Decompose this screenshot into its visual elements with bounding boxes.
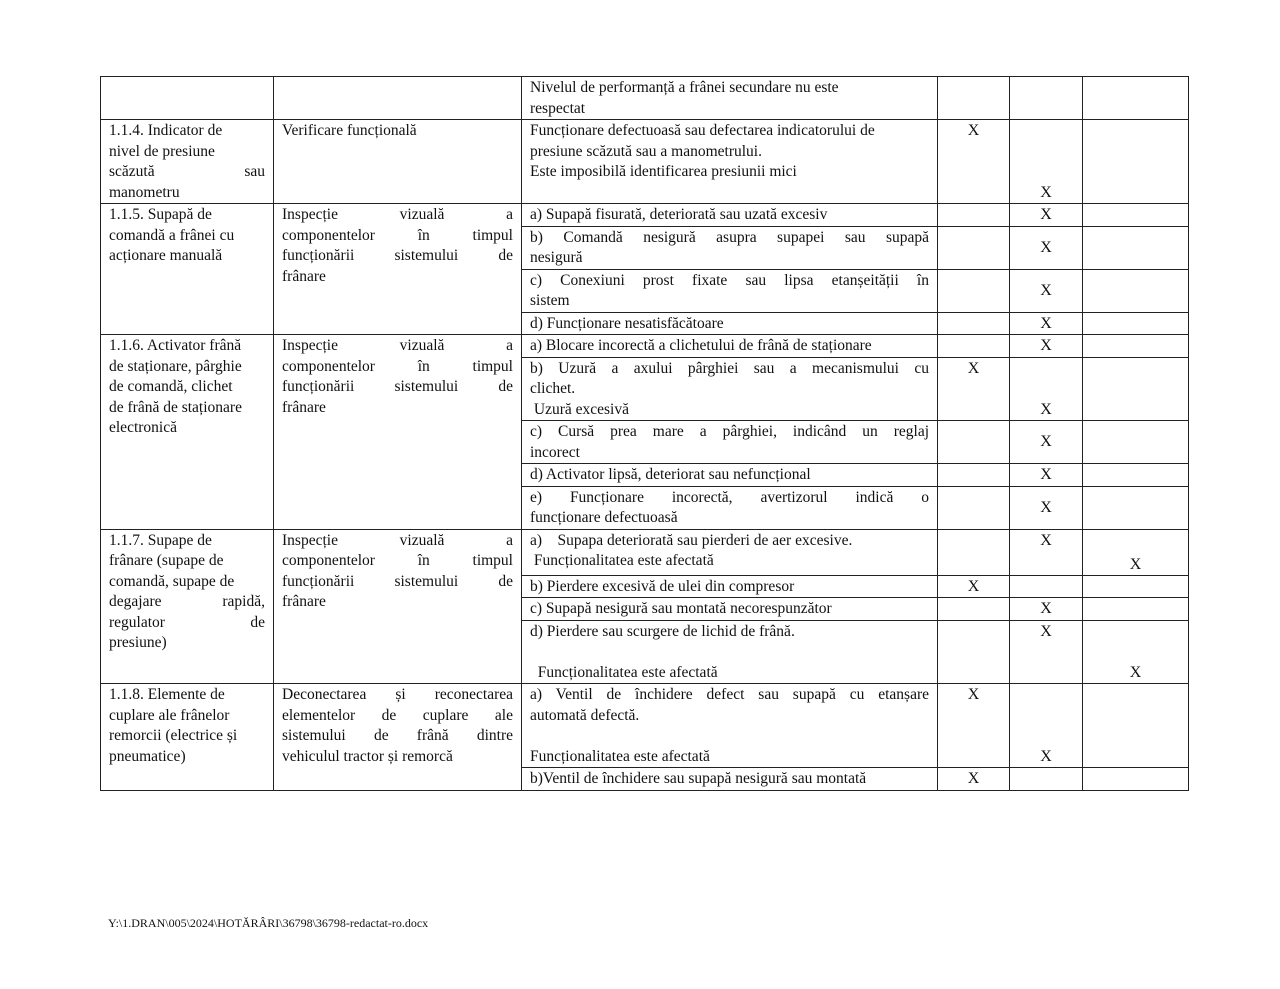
x-mark: X xyxy=(1040,531,1052,549)
x-mark: X xyxy=(1040,622,1052,640)
major-cell xyxy=(1010,575,1083,598)
minor-cell xyxy=(938,312,1010,335)
item-cell: 1.1.6. Activator frână de staționare, pârghie de comandă, clichet de frână de staționare electronică xyxy=(101,335,274,530)
defect-cell: d) Funcționare nesatisfăcătoare xyxy=(522,312,938,335)
dangerous-cell xyxy=(1083,768,1189,791)
x-mark: X xyxy=(1040,401,1052,418)
method-cell: Inspecție vizuală a componentelor în timpul funcționării sistemului de frânare xyxy=(274,335,522,530)
x-mark: X xyxy=(967,122,980,139)
minor-cell xyxy=(938,226,1010,269)
method-cell: Inspecție vizuală a componentelor în timpul funcționării sistemului de frânare xyxy=(274,529,522,684)
dangerous-cell xyxy=(1083,486,1189,529)
defect-cell: Nivelul de performanță a frânei secundare nu este respectat xyxy=(522,77,938,120)
major-cell xyxy=(1010,768,1083,791)
defect-cell: e) Funcționare incorectă, avertizorul indică o funcționare defectuoasă xyxy=(522,486,938,529)
x-mark: X xyxy=(967,770,980,787)
table-row xyxy=(101,684,1189,768)
item-cell xyxy=(101,77,274,120)
dangerous-cell xyxy=(1083,529,1189,575)
minor-cell xyxy=(938,598,1010,621)
major-cell xyxy=(1010,226,1083,269)
item-cell: 1.1.8. Elemente de cuplare ale frânelor remorcii (electrice și pneumatice) xyxy=(101,684,274,791)
minor-cell xyxy=(938,357,1010,421)
major-cell xyxy=(1010,529,1083,575)
item-cell: 1.1.4. Indicator de nivel de presiune scăzută sau manometru xyxy=(101,120,274,204)
table-row xyxy=(101,529,1189,575)
defect-cell: c) Conexiuni prost fixate sau lipsa etanșeității în sistem xyxy=(522,269,938,312)
minor-cell xyxy=(938,120,1010,204)
major-cell xyxy=(1010,598,1083,621)
dangerous-cell xyxy=(1083,120,1189,204)
major-cell xyxy=(1010,421,1083,464)
minor-cell xyxy=(938,768,1010,791)
x-mark: X xyxy=(1040,337,1052,354)
dangerous-cell xyxy=(1083,312,1189,335)
item-cell: 1.1.5. Supapă de comandă a frânei cu acționare manuală xyxy=(101,204,274,335)
x-mark: X xyxy=(967,686,980,703)
method-cell xyxy=(274,77,522,120)
dangerous-cell xyxy=(1083,575,1189,598)
dangerous-cell xyxy=(1083,77,1189,120)
major-cell xyxy=(1010,684,1083,768)
x-mark: X xyxy=(1040,466,1052,483)
x-mark: X xyxy=(1040,314,1052,332)
minor-cell xyxy=(938,486,1010,529)
minor-cell xyxy=(938,421,1010,464)
minor-cell xyxy=(938,684,1010,768)
dangerous-cell xyxy=(1083,269,1189,312)
defect-cell: a) Supapă fisurată, deteriorată sau uzată excesiv xyxy=(522,204,938,227)
major-cell xyxy=(1010,486,1083,529)
method-cell: Deconectarea și reconectarea elementelor de cuplare ale sistemului de frână dintre vehiculul tractor și remorcă xyxy=(274,684,522,791)
major-cell xyxy=(1010,312,1083,335)
table-row xyxy=(101,335,1189,358)
dangerous-cell xyxy=(1083,335,1189,358)
dangerous-cell xyxy=(1083,357,1189,421)
major-cell xyxy=(1010,620,1083,684)
defect-cell: Funcționare defectuoasă sau defectarea indicatorului de presiune scăzută sau a manometrului. Este imposibilă identificarea presiunii mici xyxy=(522,120,938,204)
item-cell: 1.1.7. Supape de frânare (supape de comandă, supape de degajare rapidă, regulator de presiune) xyxy=(101,529,274,684)
major-cell xyxy=(1010,204,1083,227)
defect-cell: b)Ventil de închidere sau supapă nesigură sau montată xyxy=(522,768,938,791)
defect-cell: a) Ventil de închidere defect sau supapă cu etanșare automată defectă. Funcționalitatea este afectată xyxy=(522,684,938,768)
dangerous-cell xyxy=(1083,464,1189,487)
x-mark: X xyxy=(1040,281,1052,299)
minor-cell xyxy=(938,269,1010,312)
minor-cell xyxy=(938,529,1010,575)
defect-cell: c) Supapă nesigură sau montată necorespunzător xyxy=(522,598,938,621)
major-cell xyxy=(1010,464,1083,487)
minor-cell xyxy=(938,575,1010,598)
dangerous-cell xyxy=(1083,421,1189,464)
dangerous-cell xyxy=(1083,226,1189,269)
defect-cell: d) Pierdere sau scurgere de lichid de frână. Funcționalitatea este afectată xyxy=(522,620,938,684)
defect-cell: d) Activator lipsă, deteriorat sau nefuncțional xyxy=(522,464,938,487)
dangerous-cell xyxy=(1083,620,1189,684)
method-cell: Inspecție vizuală a componentelor în timpul funcționării sistemului de frânare xyxy=(274,204,522,335)
minor-cell xyxy=(938,77,1010,120)
x-mark: X xyxy=(1040,206,1052,223)
dangerous-cell xyxy=(1083,598,1189,621)
x-mark: X xyxy=(1040,184,1052,201)
x-mark: X xyxy=(1040,238,1052,256)
x-mark: X xyxy=(1040,748,1052,765)
major-cell xyxy=(1010,357,1083,421)
x-mark: X xyxy=(1040,600,1052,617)
major-cell xyxy=(1010,120,1083,204)
minor-cell xyxy=(938,620,1010,684)
minor-cell xyxy=(938,204,1010,227)
defect-cell: b) Pierdere excesivă de ulei din compresor xyxy=(522,575,938,598)
footer-file-path: Y:\1.DRAN\005\2024\HOTĂRÂRI\36798\36798-redactat-ro.docx xyxy=(108,916,429,930)
x-mark: X xyxy=(1129,555,1142,573)
x-mark: X xyxy=(1129,664,1142,681)
table-row xyxy=(101,77,1189,120)
dangerous-cell xyxy=(1083,204,1189,227)
defect-cell: b) Uzură a axului pârghiei sau a mecanismului cu clichet. Uzură excesivă xyxy=(522,357,938,421)
table-row xyxy=(101,204,1189,227)
method-cell: Verificare funcțională xyxy=(274,120,522,204)
major-cell xyxy=(1010,269,1083,312)
table-row xyxy=(101,120,1189,204)
dangerous-cell xyxy=(1083,684,1189,768)
defect-cell: c) Cursă prea mare a pârghiei, indicând un reglaj incorect xyxy=(522,421,938,464)
defect-cell: a) Blocare incorectă a clichetului de frână de staționare xyxy=(522,335,938,358)
defect-cell: b) Comandă nesigură asupra supapei sau supapă nesigură xyxy=(522,226,938,269)
x-mark: X xyxy=(967,359,980,377)
minor-cell xyxy=(938,464,1010,487)
x-mark: X xyxy=(1040,498,1052,516)
x-mark: X xyxy=(1040,433,1052,450)
major-cell xyxy=(1010,335,1083,358)
minor-cell xyxy=(938,335,1010,358)
major-cell xyxy=(1010,77,1083,120)
x-mark: X xyxy=(967,577,980,595)
inspection-table xyxy=(100,76,1189,791)
defect-cell: a) Supapa deteriorată sau pierderi de aer excesive. Funcționalitatea este afectată xyxy=(522,529,938,575)
